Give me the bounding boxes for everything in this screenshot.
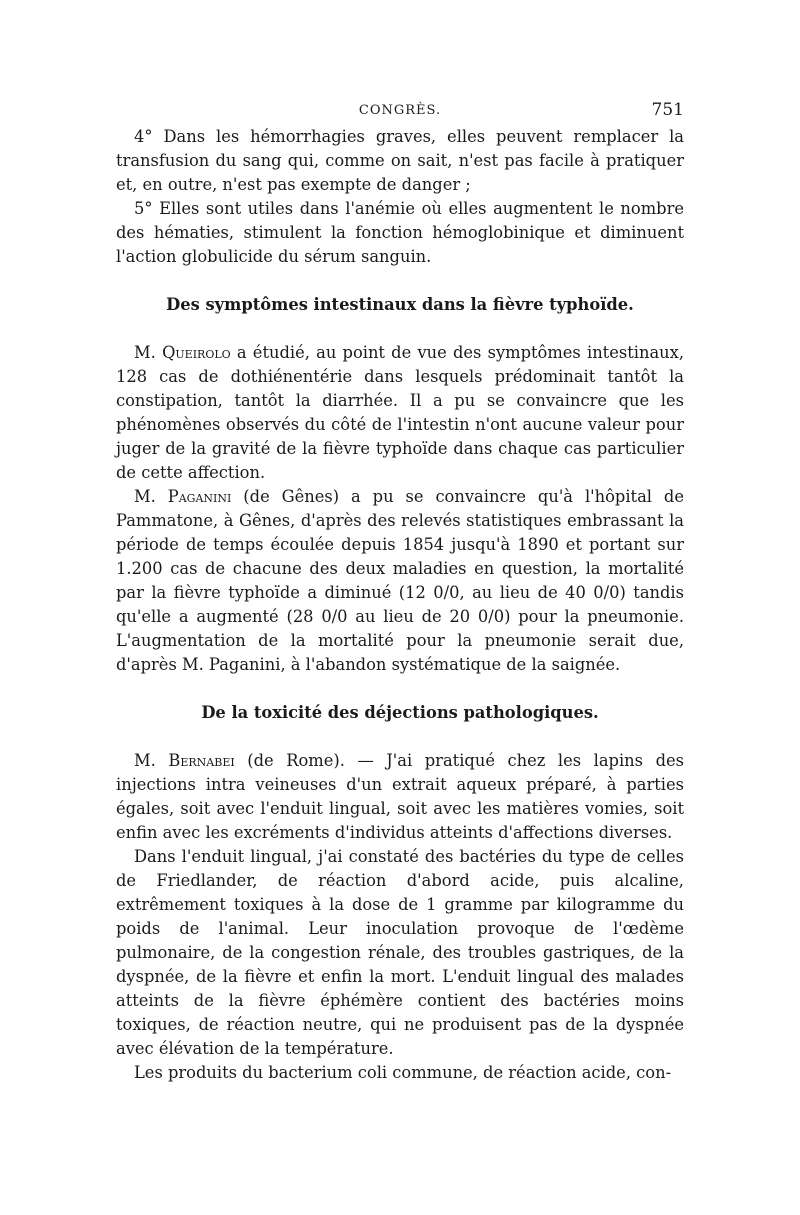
author-name-queirolo: Queirolo [162,343,231,362]
spacer [116,677,684,701]
section-title-toxicity: De la toxicité des déjections pathologiques. [201,703,599,722]
paragraph-prefix: M. [134,751,169,770]
spacer [116,269,684,293]
paragraph-text: a étudié, au point de vue des symptômes intestinaux, 128 cas de dothiénentérie dans lesquels prédominait tantôt la constipation, tantôt la diarrhée. Il a pu se convaincre que les phénomènes observés du côté de l'intestin n'ont aucune valeur pour juger de la gravité de la fièvre typhoïde dans chaque cas particulier de cette affection. [116,343,684,482]
paragraph-prefix: M. [134,487,168,506]
paragraph-bacterium-coli: Les produits du bacterium coli commune, de réaction acide, con- [134,1063,672,1082]
paragraph-bernabei [116,749,684,845]
spacer [116,317,684,341]
section-title-typhoid: Des symptômes intestinaux dans la fièvre typhoïde. [166,295,634,314]
page-header [116,100,684,124]
author-name-bernabei: Bernabei [168,751,235,770]
author-name-paganini: Paganini [167,487,232,506]
paragraph-item-4: 4° Dans les hémorrhagies graves, elles peuvent remplacer la transfusion du sang qui, comme on sait, n'est pas facile à pratiquer et, en outre, n'est pas exempte de danger ; [116,127,684,194]
paragraph-item-5: 5° Elles sont utiles dans l'anémie où elles augmentent le nombre des hématies, stimulent la fonction hémoglobinique et diminuent l'action globulicide du sérum sanguin. [116,199,684,266]
paragraph-paganini [116,485,684,677]
paragraph-text: (de Gênes) a pu se convaincre qu'à l'hôpital de Pammatone, à Gênes, d'après des relevés statistiques embrassant la période de temps écoulée depuis 1854 jusqu'à 1890 et portant sur 1.200 cas de chacune des deux maladies en question, la mortalité par la fièvre typhoïde a diminué (12 0/0, au lieu de 40 0/0) tandis qu'elle a augmenté (28 0/0 au lieu de 20 0/0) pour la pneumonie. L'augmentation de la mortalité pour la pneumonie serait due, d'après M. Paganini, à l'abandon systématique de la saignée. [116,487,684,674]
paragraph-prefix: M. [134,343,163,362]
paragraph-enduit-lingual: Dans l'enduit lingual, j'ai constaté des bactéries du type de celles de Friedlander, de réaction d'abord acide, puis alcaline, extrêmement toxiques à la dose de 1 gramme par kilogramme du poids de l'animal. Leur inoculation provoque de l'œdème pulmonaire, de la congestion rénale, des troubles gastriques, de la dyspnée, de la fièvre et enfin la mort. L'enduit lingual des malades atteints de la fièvre éphémère contient des bactéries moins toxiques, de réaction neutre, qui ne produisent pas de la dyspnée avec élévation de la température. [116,847,684,1058]
body-text [116,125,684,1085]
running-head: CONGRÈS. [358,103,442,118]
paragraph-queirolo [116,341,684,485]
page-number: 751 [651,100,684,120]
spacer [116,725,684,749]
paragraph-text: (de Rome). — J'ai pratiqué chez les lapins des injections intra veineuses d'un extrait aqueux préparé, à parties égales, soit avec l'enduit lingual, soit avec les matières vomies, soit enfin avec les excréments d'individus atteints d'affections diverses. [116,751,684,842]
